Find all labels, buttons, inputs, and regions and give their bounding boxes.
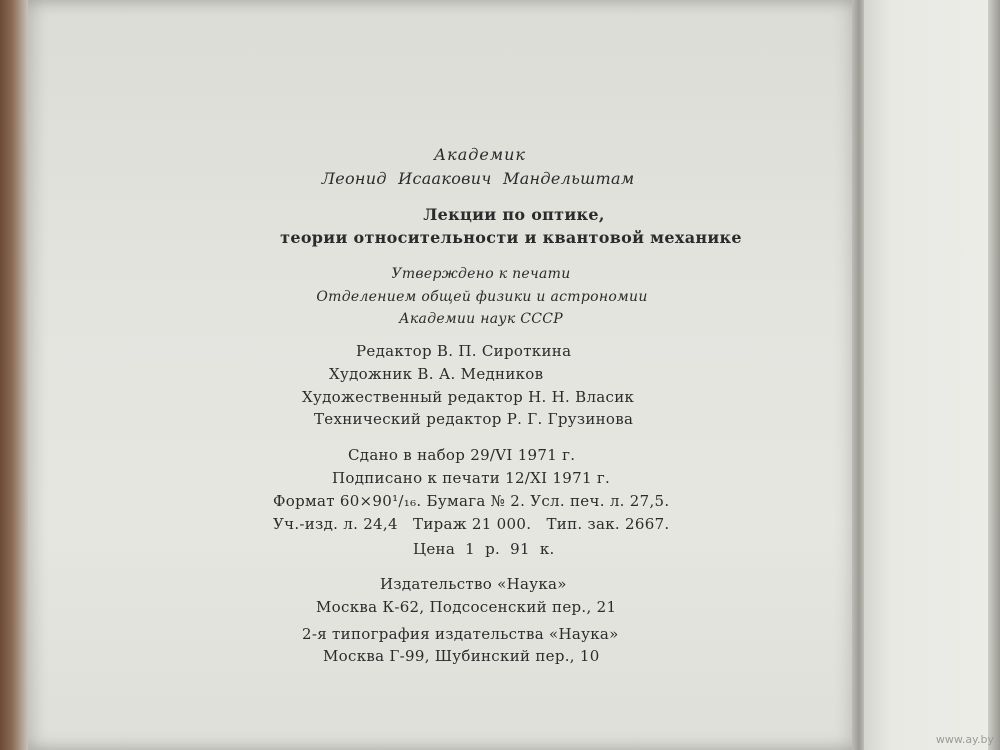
approval-line3: Академии наук СССР xyxy=(398,311,564,327)
academician-label: Академик xyxy=(434,145,526,164)
approval-line2: Отделением общей физики и астрономии xyxy=(316,289,648,305)
price: Цена 1 р. 91 к. xyxy=(413,540,555,558)
printer-name: 2-я типография издательства «Наука» xyxy=(302,625,619,643)
book-title-line1: Лекции по оптике, xyxy=(423,205,605,224)
watermark: www.ay.by xyxy=(935,733,994,746)
signed-date: Подписано к печати 12/XI 1971 г. xyxy=(332,469,611,487)
volume-info: Уч.-изд. л. 24,4 Тираж 21 000. Тип. зак. 2667. xyxy=(273,515,670,533)
art-editor-credit: Художественный редактор Н. Н. Власик xyxy=(302,388,635,406)
printer-address: Москва Г-99, Шубинский пер., 10 xyxy=(323,647,600,665)
editor-credit: Редактор В. П. Сироткина xyxy=(356,342,572,360)
artist-credit: Художник В. А. Медников xyxy=(329,365,544,383)
tech-editor-credit: Технический редактор Р. Г. Грузинова xyxy=(314,410,634,428)
typeset-date: Сдано в набор 29/VI 1971 г. xyxy=(348,446,576,464)
book-title-line2: теории относительности и квантовой механике xyxy=(280,228,742,247)
author-name: Леонид Исаакович Мандельштам xyxy=(321,169,635,188)
publisher-address: Москва К-62, Подсосенский пер., 21 xyxy=(316,598,617,616)
approval-line1: Утверждено к печати xyxy=(391,266,571,282)
format-info: Формат 60×90¹/₁₆. Бумага № 2. Усл. печ. л. 27,5. xyxy=(273,492,670,510)
publisher-name: Издательство «Наука» xyxy=(380,575,567,593)
